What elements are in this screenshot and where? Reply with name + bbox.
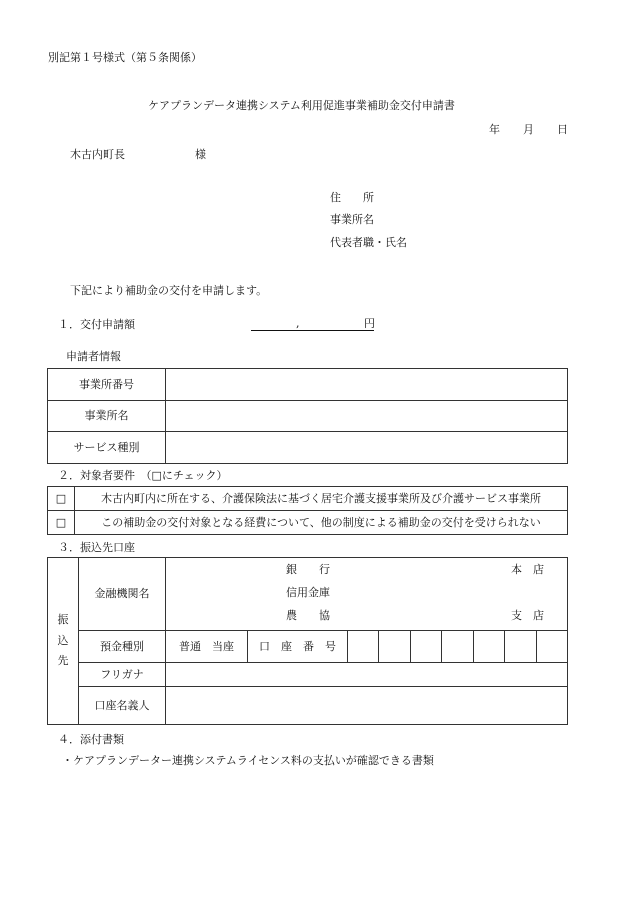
office-number-field[interactable] <box>166 369 568 401</box>
side-char: 振 <box>57 612 69 626</box>
amount-yen: 円 <box>364 317 375 330</box>
section3-label: ３．振込先口座 <box>58 541 135 554</box>
account-digit-3[interactable] <box>410 631 441 663</box>
table-row <box>48 558 568 631</box>
form-number: 別記第１号様式（第５条関係） <box>48 51 202 64</box>
addressee-honorific: 様 <box>195 148 206 161</box>
account-digit-7[interactable] <box>536 631 567 663</box>
office-number-label: 事業所番号 <box>48 369 166 401</box>
date-day: 日 <box>557 123 568 136</box>
requirement-text-2: この補助金の交付対象となる経費について、他の制度による補助金の交付を受けられない <box>75 511 568 535</box>
applicant-info-table <box>47 368 568 464</box>
deposit-type-options[interactable]: 普通 当座 <box>166 631 248 663</box>
transfer-destination-label <box>48 558 79 725</box>
account-holder-field[interactable] <box>166 687 568 725</box>
bank-type-bank: 銀 行 <box>286 563 330 576</box>
statement: 下記により補助金の交付を申請します。 <box>70 284 268 297</box>
table-row <box>48 631 568 663</box>
requirement-checkbox-2[interactable]: □ <box>48 511 75 535</box>
table-row <box>48 663 568 687</box>
amount-underline <box>251 330 374 331</box>
branch-type-branch: 支 店 <box>511 609 544 622</box>
bank-type-agri-coop: 農 協 <box>286 609 330 622</box>
account-digit-2[interactable] <box>379 631 410 663</box>
bank-name-label: 金融機関名 <box>79 558 166 631</box>
account-digit-1[interactable] <box>348 631 379 663</box>
attachment-item: ・ケアプランデーター連携システムライセンス料の支払いが確認できる書類 <box>62 754 434 767</box>
bank-type-credit-union: 信用金庫 <box>286 586 330 599</box>
office-name-label: 事業所名 <box>48 401 166 432</box>
applicant-address-label: 住 所 <box>330 191 374 204</box>
applicant-office-label: 事業所名 <box>330 213 374 226</box>
applicant-representative-label: 代表者職・氏名 <box>330 236 407 249</box>
branch-type-main: 本 店 <box>511 563 544 576</box>
amount-comma: , <box>296 317 300 330</box>
table-row <box>48 487 568 511</box>
applicant-info-heading: 申請者情報 <box>66 350 121 363</box>
requirements-table <box>47 486 568 535</box>
office-name-field[interactable] <box>166 401 568 432</box>
account-digit-4[interactable] <box>442 631 473 663</box>
bank-name-field[interactable] <box>166 558 568 631</box>
requirement-text-1: 木古内町内に所在する、介護保険法に基づく居宅介護支援事業所及び介護サービス事業所 <box>75 487 568 511</box>
deposit-type-label: 預金種別 <box>79 631 166 663</box>
date-year: 年 <box>489 123 500 136</box>
service-type-field[interactable] <box>166 432 568 464</box>
side-char: 込 <box>57 633 69 647</box>
table-row <box>48 401 568 432</box>
table-row <box>48 687 568 725</box>
page-title: ケアプランデータ連携システム利用促進事業補助金交付申請書 <box>148 99 455 112</box>
section1-label: １．交付申請額 <box>58 318 135 331</box>
table-row <box>48 432 568 464</box>
bank-account-table <box>47 557 568 725</box>
furigana-label: フリガナ <box>79 663 166 687</box>
table-row <box>48 369 568 401</box>
side-char: 先 <box>57 654 69 668</box>
table-row <box>48 511 568 535</box>
section2-label: ２．対象者要件 （□にチェック） <box>58 469 228 482</box>
service-type-label: サービス種別 <box>48 432 166 464</box>
requirement-checkbox-1[interactable]: □ <box>48 487 75 511</box>
account-holder-label: 口座名義人 <box>79 687 166 725</box>
account-digit-5[interactable] <box>473 631 504 663</box>
account-digit-6[interactable] <box>505 631 536 663</box>
furigana-field[interactable] <box>166 663 568 687</box>
date-month: 月 <box>523 123 534 136</box>
account-number-label: 口 座 番 号 <box>248 631 348 663</box>
addressee-name: 木古内町長 <box>70 148 125 161</box>
section4-label: ４．添付書類 <box>58 733 124 746</box>
